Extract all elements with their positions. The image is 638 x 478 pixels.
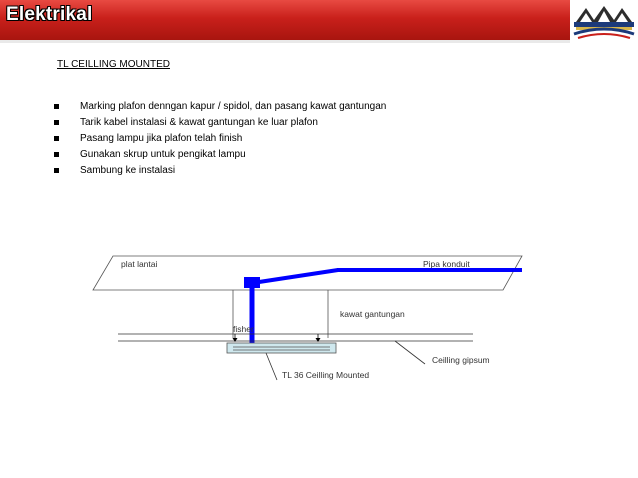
fisher-label: fisher <box>233 324 254 334</box>
list-item-text: Tarik kabel instalasi & kawat gantungan ke luar plafon <box>80 117 318 128</box>
floor-slab-label: plat lantai <box>121 259 158 269</box>
lamp-label: TL 36 Ceilling Mounted <box>282 370 370 380</box>
list-item-text: Marking plafon denngan kapur / spidol, dan pasang kawat gantungan <box>80 101 387 112</box>
section-subtitle: TL CEILLING MOUNTED <box>57 59 170 70</box>
page-title: Elektrikal <box>6 4 93 25</box>
list-item-text: Pasang lampu jika plafon telah finish <box>80 133 243 144</box>
conduit-label: Pipa konduit <box>423 259 470 269</box>
lamp-leader-line <box>266 353 277 380</box>
ceiling-leader-line <box>395 341 425 364</box>
list-item-text: Sambung ke instalasi <box>80 165 176 176</box>
hanger-wire-label: kawat gantungan <box>340 309 405 319</box>
ceiling-label: Ceilling gipsum <box>432 355 490 365</box>
tl-lamp-fixture <box>227 343 336 353</box>
list-item-text: Gunakan skrup untuk pengikat lampu <box>80 149 246 160</box>
